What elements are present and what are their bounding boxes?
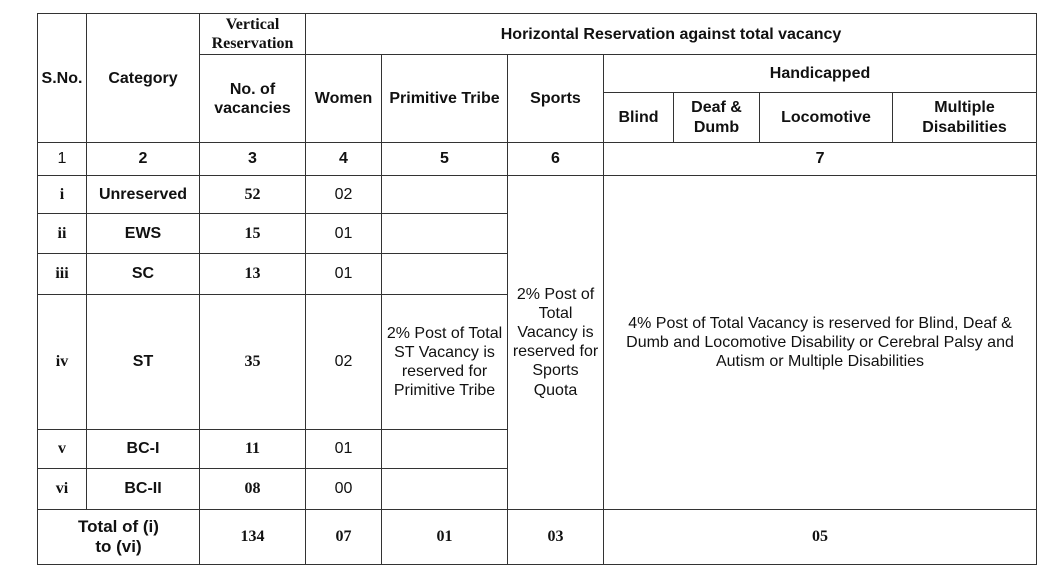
row-vacancies: 08 [200, 468, 306, 509]
col-number: 3 [200, 143, 306, 175]
header-women: Women [306, 55, 382, 143]
row-women: 02 [306, 175, 382, 213]
row-vacancies: 15 [200, 213, 306, 253]
row-sno: vi [38, 468, 87, 509]
header-sno: S.No. [38, 14, 87, 143]
row-primitive-empty [382, 254, 508, 294]
col-number: 2 [87, 143, 200, 175]
table-row [38, 175, 1037, 213]
col-number: 6 [508, 143, 604, 175]
header-horizontal-reservation: Horizontal Reservation against total vacancy [306, 14, 1037, 55]
row-category: EWS [87, 213, 200, 253]
header-handicapped: Handicapped [604, 55, 1037, 92]
total-women: 07 [306, 510, 382, 565]
row-sno: iii [38, 254, 87, 294]
row-primitive-empty [382, 430, 508, 468]
reservation-table [37, 13, 1037, 565]
row-sno: iv [38, 294, 87, 430]
row-category: Unreserved [87, 175, 200, 213]
row-category: BC-II [87, 468, 200, 509]
row-primitive-empty [382, 468, 508, 509]
row-category: ST [87, 294, 200, 430]
header-multiple-disabilities: Multiple Disabilities [893, 92, 1037, 143]
total-primitive: 01 [382, 510, 508, 565]
col-number: 7 [604, 143, 1037, 175]
header-locomotive: Locomotive [760, 92, 893, 143]
row-vacancies: 52 [200, 175, 306, 213]
row-sno: ii [38, 213, 87, 253]
row-women: 01 [306, 213, 382, 253]
row-women: 02 [306, 294, 382, 430]
row-vacancies: 13 [200, 254, 306, 294]
row-women: 01 [306, 430, 382, 468]
col-number: 5 [382, 143, 508, 175]
header-deaf-dumb: Deaf & Dumb [674, 92, 760, 143]
header-vertical-reservation: Vertical Reservation [200, 14, 306, 55]
header-category: Category [87, 14, 200, 143]
header-blind: Blind [604, 92, 674, 143]
handicapped-note: 4% Post of Total Vacancy is reserved for Blind, Deaf & Dumb and Locomotive Disability or Cerebral Palsy and Autism or Multiple Disabilities [604, 175, 1037, 510]
row-sno: v [38, 430, 87, 468]
row-vacancies: 11 [200, 430, 306, 468]
total-row [38, 510, 1037, 565]
total-handicapped: 05 [604, 510, 1037, 565]
row-women: 01 [306, 254, 382, 294]
col-number: 1 [38, 143, 87, 175]
row-women: 00 [306, 468, 382, 509]
primitive-tribe-note: 2% Post of Total ST Vacancy is reserved for Primitive Tribe [382, 294, 508, 430]
header-no-of-vacancies: No. of vacancies [200, 55, 306, 143]
row-vacancies: 35 [200, 294, 306, 430]
header-sports: Sports [508, 55, 604, 143]
row-category: BC-I [87, 430, 200, 468]
sports-note: 2% Post of Total Vacancy is reserved for Sports Quota [508, 175, 604, 510]
total-sports: 03 [508, 510, 604, 565]
row-sno: i [38, 175, 87, 213]
col-number: 4 [306, 143, 382, 175]
header-primitive-tribe: Primitive Tribe [382, 55, 508, 143]
row-category: SC [87, 254, 200, 294]
row-primitive-empty [382, 213, 508, 253]
total-label: Total of (i) to (vi) [38, 510, 200, 565]
row-primitive-empty [382, 175, 508, 213]
total-vacancies: 134 [200, 510, 306, 565]
